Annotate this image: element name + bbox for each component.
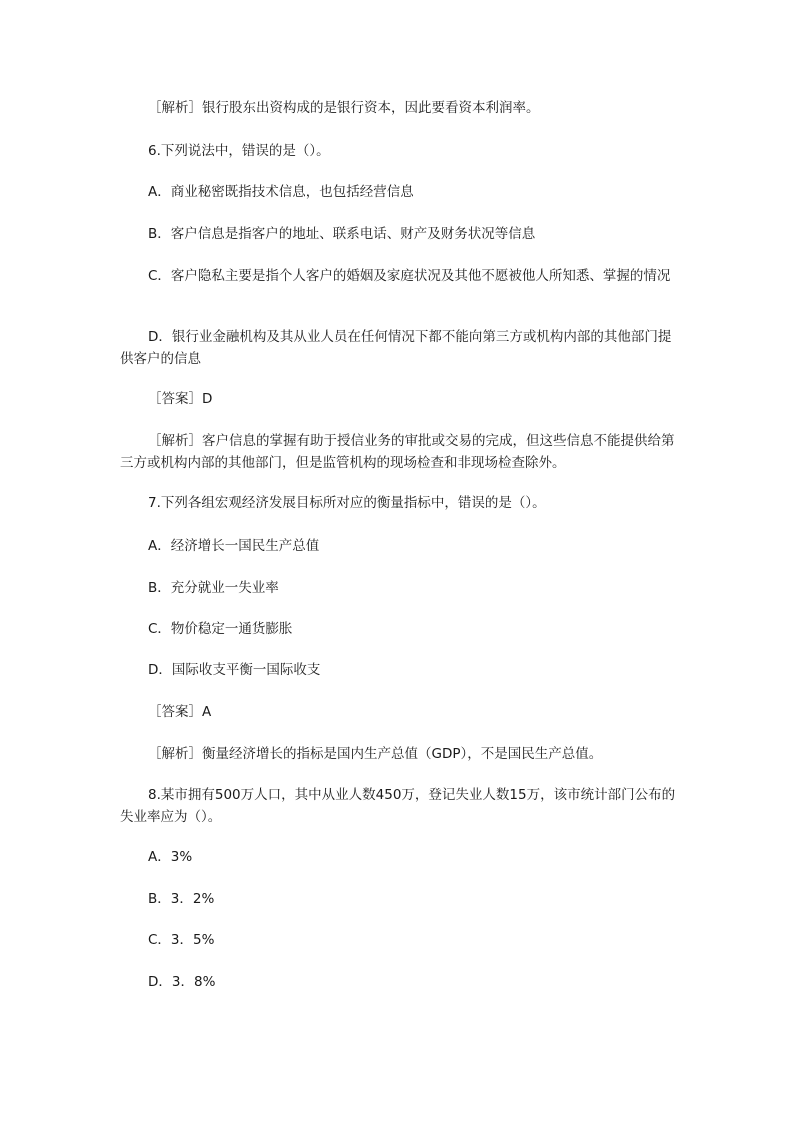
question-8: 8.某市拥有500万人口，其中从业人数450万，登记失业人数15万，该市统计部门公布的失业率应为（）。: [120, 787, 676, 825]
q6-option-a: A．商业秘密既指技术信息，也包括经营信息: [148, 184, 414, 200]
question-6: 6.下列说法中，错误的是（）。: [148, 143, 330, 159]
analysis-q5: ［解析］银行股东出资构成的是银行资本，因此要看资本利润率。: [148, 100, 540, 116]
q8-option-d: D．3．8%: [148, 974, 216, 990]
answer-q6: ［答案］D: [148, 391, 213, 407]
q8-option-c: C．3．5%: [148, 932, 215, 948]
q8-option-a: A．3%: [148, 849, 193, 865]
q7-option-a: A．经济增长一国民生产总值: [148, 538, 320, 554]
q8-option-b: B．3．2%: [148, 891, 215, 907]
q7-option-c: C．物价稳定一通货膨胀: [148, 621, 293, 637]
q6-option-b: B．客户信息是指客户的地址、联系电话、财产及财务状况等信息: [148, 226, 536, 242]
q7-option-d: D．国际收支平衡一国际收支: [148, 662, 321, 678]
analysis-q7: ［解析］衡量经济增长的指标是国内生产总值（GDP），不是国民生产总值。: [148, 746, 603, 762]
q6-option-c: C．客户隐私主要是指个人客户的婚姻及家庭状况及其他不愿被他人所知悉、掌握的情况: [148, 268, 671, 284]
question-7: 7.下列各组宏观经济发展目标所对应的衡量指标中，错误的是（）。: [148, 495, 546, 511]
q7-option-b: B．充分就业一失业率: [148, 580, 279, 596]
q6-option-d: D．银行业金融机构及其从业人员在任何情况下都不能向第三方或机构内部的其他部门提供客户的信息: [120, 329, 672, 367]
analysis-q6: ［解析］客户信息的掌握有助于授信业务的审批或交易的完成，但这些信息不能提供给第三方或机构内部的其他部门，但是监管机构的现场检查和非现场检查除外。: [120, 433, 675, 471]
answer-q7: ［答案］A: [148, 704, 212, 720]
